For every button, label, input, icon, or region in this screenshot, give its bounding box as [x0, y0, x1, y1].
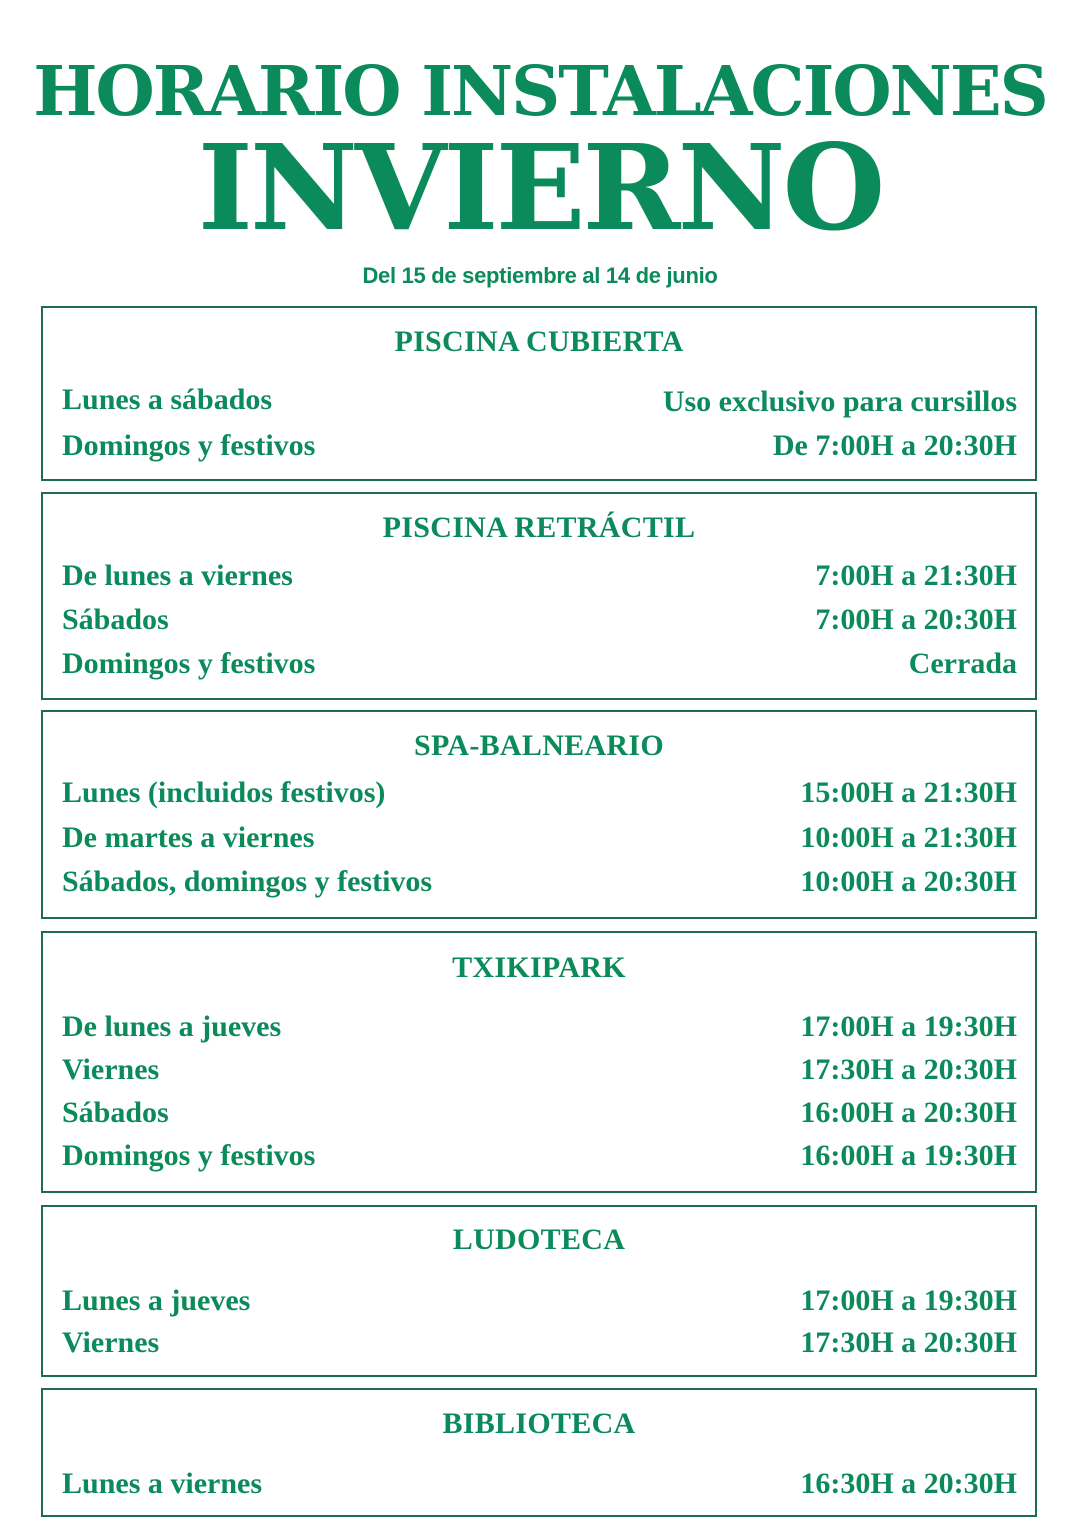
- schedule-row: [62, 771, 1017, 815]
- schedule-hours: Cerrada: [908, 647, 1017, 680]
- schedule-hours: 17:30H a 20:30H: [800, 1326, 1017, 1359]
- schedule-row: [62, 554, 1017, 598]
- schedule-row: [62, 1091, 1017, 1135]
- section-spa-balneario: [41, 710, 1037, 919]
- schedule-row: [62, 642, 1017, 686]
- schedule-hours: Uso exclusivo para cursillos: [662, 385, 1017, 418]
- schedule-day: Viernes: [62, 1326, 160, 1359]
- section-title: SPA-BALNEARIO: [413, 729, 665, 762]
- schedule-hours: 17:00H a 19:30H: [800, 1284, 1017, 1317]
- schedule-day: Domingos y festivos: [62, 647, 316, 680]
- schedule-hours: 10:00H a 21:30H: [800, 821, 1017, 854]
- schedule-hours: 7:00H a 21:30H: [815, 559, 1017, 592]
- section-txikipark: [41, 931, 1037, 1193]
- schedule-day: Sábados: [62, 603, 169, 636]
- schedule-day: De lunes a viernes: [62, 559, 293, 592]
- schedule-row: [62, 1005, 1017, 1049]
- schedule-day: Sábados, domingos y festivos: [62, 865, 433, 898]
- schedule-day: Lunes a jueves: [62, 1284, 251, 1317]
- schedule-hours: 15:00H a 21:30H: [800, 776, 1017, 809]
- schedule-day: Viernes: [62, 1053, 160, 1086]
- schedule-hours: 16:30H a 20:30H: [800, 1467, 1017, 1500]
- schedule-day: De martes a viernes: [62, 821, 315, 854]
- schedule-row: [62, 1048, 1017, 1092]
- section-biblioteca: [41, 1388, 1037, 1517]
- date-range: Del 15 de septiembre al 14 de junio: [362, 263, 718, 288]
- schedule-hours: 7:00H a 20:30H: [815, 603, 1017, 636]
- schedule-hours: 16:00H a 19:30H: [800, 1139, 1017, 1172]
- season-title: INVIERNO: [197, 118, 883, 257]
- schedule-day: Sábados: [62, 1096, 169, 1129]
- schedule-row: [62, 860, 1017, 904]
- schedule-row: [62, 1134, 1017, 1178]
- schedule-hours: 17:30H a 20:30H: [800, 1053, 1017, 1086]
- schedule-day: Lunes a viernes: [62, 1467, 263, 1500]
- section-title: LUDOTECA: [452, 1223, 626, 1256]
- section-piscina-cubierta: [41, 306, 1037, 481]
- schedule-day: Lunes a sábados: [62, 383, 273, 416]
- schedule-row: [62, 1321, 1017, 1365]
- section-ludoteca: [41, 1205, 1037, 1377]
- schedule-row: [62, 378, 1017, 422]
- schedule-row: [62, 1462, 1017, 1506]
- section-title: PISCINA CUBIERTA: [394, 325, 684, 358]
- section-piscina-retractil: [41, 492, 1037, 700]
- section-title: PISCINA RETRÁCTIL: [382, 511, 696, 544]
- schedule-day: Lunes (incluidos festivos): [62, 776, 386, 809]
- schedule-row: [62, 598, 1017, 642]
- schedule-hours: 10:00H a 20:30H: [800, 865, 1017, 898]
- schedule-day: De lunes a jueves: [62, 1010, 282, 1043]
- schedule-row: [62, 1279, 1017, 1323]
- schedule-row: [62, 816, 1017, 860]
- section-title: BIBLIOTECA: [442, 1407, 636, 1440]
- schedule-row: [62, 424, 1017, 468]
- schedule-hours: De 7:00H a 20:30H: [772, 429, 1017, 462]
- section-title: TXIKIPARK: [452, 951, 626, 984]
- schedule-hours: 16:00H a 20:30H: [800, 1096, 1017, 1129]
- schedule-day: Domingos y festivos: [62, 429, 316, 462]
- schedule-day: Domingos y festivos: [62, 1139, 316, 1172]
- page-title: HORARIO INSTALACIONES: [33, 52, 1047, 132]
- schedule-hours: 17:00H a 19:30H: [800, 1010, 1017, 1043]
